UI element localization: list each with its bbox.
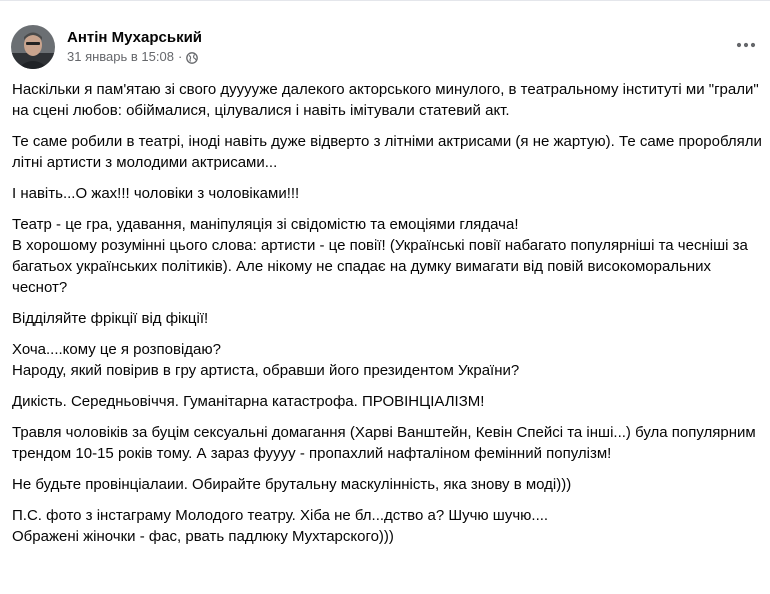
post-paragraph: Те саме робили в театрі, іноді навіть дуже відверто з літніми актрисами (я не жартую). Те саме проробляли літні артисти з молодими актрисами...	[12, 133, 762, 171]
post-text	[12, 79, 764, 557]
separator-dot: ·	[177, 49, 183, 64]
post-paragraph: Хоча....кому це я розповідаю? Народу, який повірив в гру артиста, обравши його президентом України?	[12, 341, 520, 379]
post-meta	[67, 28, 202, 66]
more-options-icon[interactable]	[732, 35, 760, 55]
post-paragraph: І навіть...О жах!!! чоловіки з чоловіками!!!	[12, 185, 300, 202]
post-paragraph: П.С. фото з інстаграму Молодого театру. Хіба не бл...дство а? Шучю шучю.... Ображені жіночки - фас, рвать падлюку Мухтарского)))	[12, 507, 549, 545]
post-paragraph: Відділяйте фрікції від фікції!	[12, 310, 209, 327]
post-paragraph: Дикість. Середньовіччя. Гуманітарна катастрофа. ПРОВІНЦІАЛІЗМ!	[12, 393, 485, 410]
post-paragraph: Травля чоловіків за буцім сексуальні домагання (Харві Ванштейн, Кевін Спейсі та інші...) була популярним трендом 10-15 років тому. А зараз фуууу - пропахлий нафталіном фемінний популізм!	[12, 424, 756, 462]
post-paragraph: Наскільки я пам'ятаю зі свого дууууже далекого акторського минулого, в театральному інституті ми "грали" на сцені любов: обіймалися, цілувалися і навіть імітували статевий акт.	[12, 81, 759, 119]
post-timestamp[interactable]: 31 январь в 15:08	[67, 49, 174, 64]
post-paragraph: Театр - це гра, удавання, маніпуляція зі свідомістю та емоціями глядача! В хорошому розумінні цього слова: артисти - це повії! (Українські повії набагато популярніші та чесніші за багатьох українських політиків). Але нікому не спадає на думку вимагати від повій високоморальних чеснот?	[12, 216, 748, 296]
author-name[interactable]: Антін Мухарський	[67, 29, 203, 46]
post-header	[11, 25, 202, 69]
avatar[interactable]	[11, 25, 55, 69]
globe-icon[interactable]	[186, 51, 198, 63]
post-subline	[67, 48, 202, 66]
post-paragraph: Не будьте провінціалаии. Обирайте брутальну маскулінність, яка знову в моді)))	[12, 476, 572, 493]
